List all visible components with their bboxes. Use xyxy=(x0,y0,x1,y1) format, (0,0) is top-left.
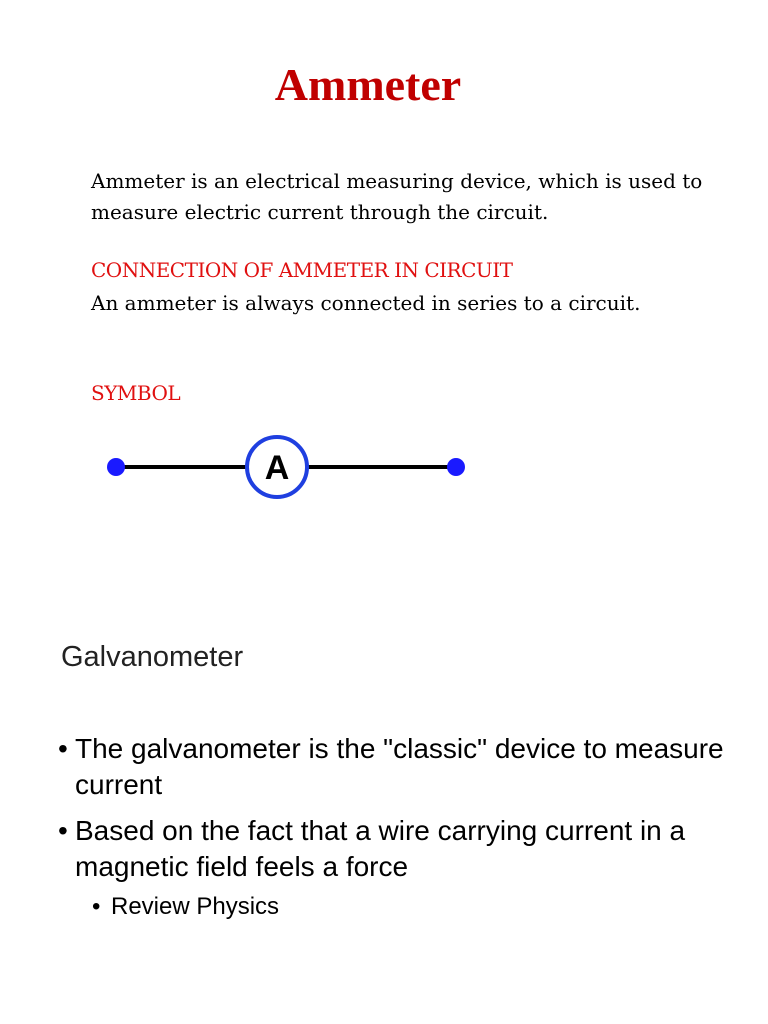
bullet-dot: • xyxy=(58,815,68,846)
page-title: Ammeter xyxy=(274,59,462,110)
symbol-heading: SYMBOL xyxy=(91,381,181,405)
bullet-text: Based on the fact that a wire carrying current in a magnetic field feels a force xyxy=(75,815,686,882)
galvanometer-bullet-list xyxy=(58,731,738,895)
intro-paragraph: Ammeter is an electrical measuring device, which is used to measure electric current through the circuit. xyxy=(91,169,703,224)
ammeter-symbol-diagram xyxy=(96,422,476,512)
bullet-item xyxy=(58,731,738,803)
bullet-item xyxy=(58,813,738,885)
galvanometer-heading: Galvanometer xyxy=(61,641,244,673)
sub-bullet-item xyxy=(92,893,279,921)
bullet-text: The galvanometer is the "classic" device to measure current xyxy=(75,733,724,800)
bullet-dot: • xyxy=(58,733,68,764)
ammeter-label: A xyxy=(264,449,290,487)
connection-paragraph: An ammeter is always connected in series to a circuit. xyxy=(91,291,641,315)
sub-bullet-dot: • xyxy=(92,893,101,920)
right-terminal xyxy=(447,458,465,476)
connection-heading: CONNECTION OF AMMETER IN CIRCUIT xyxy=(91,258,513,282)
left-terminal xyxy=(107,458,125,476)
sub-bullet-text: Review Physics xyxy=(111,893,280,920)
